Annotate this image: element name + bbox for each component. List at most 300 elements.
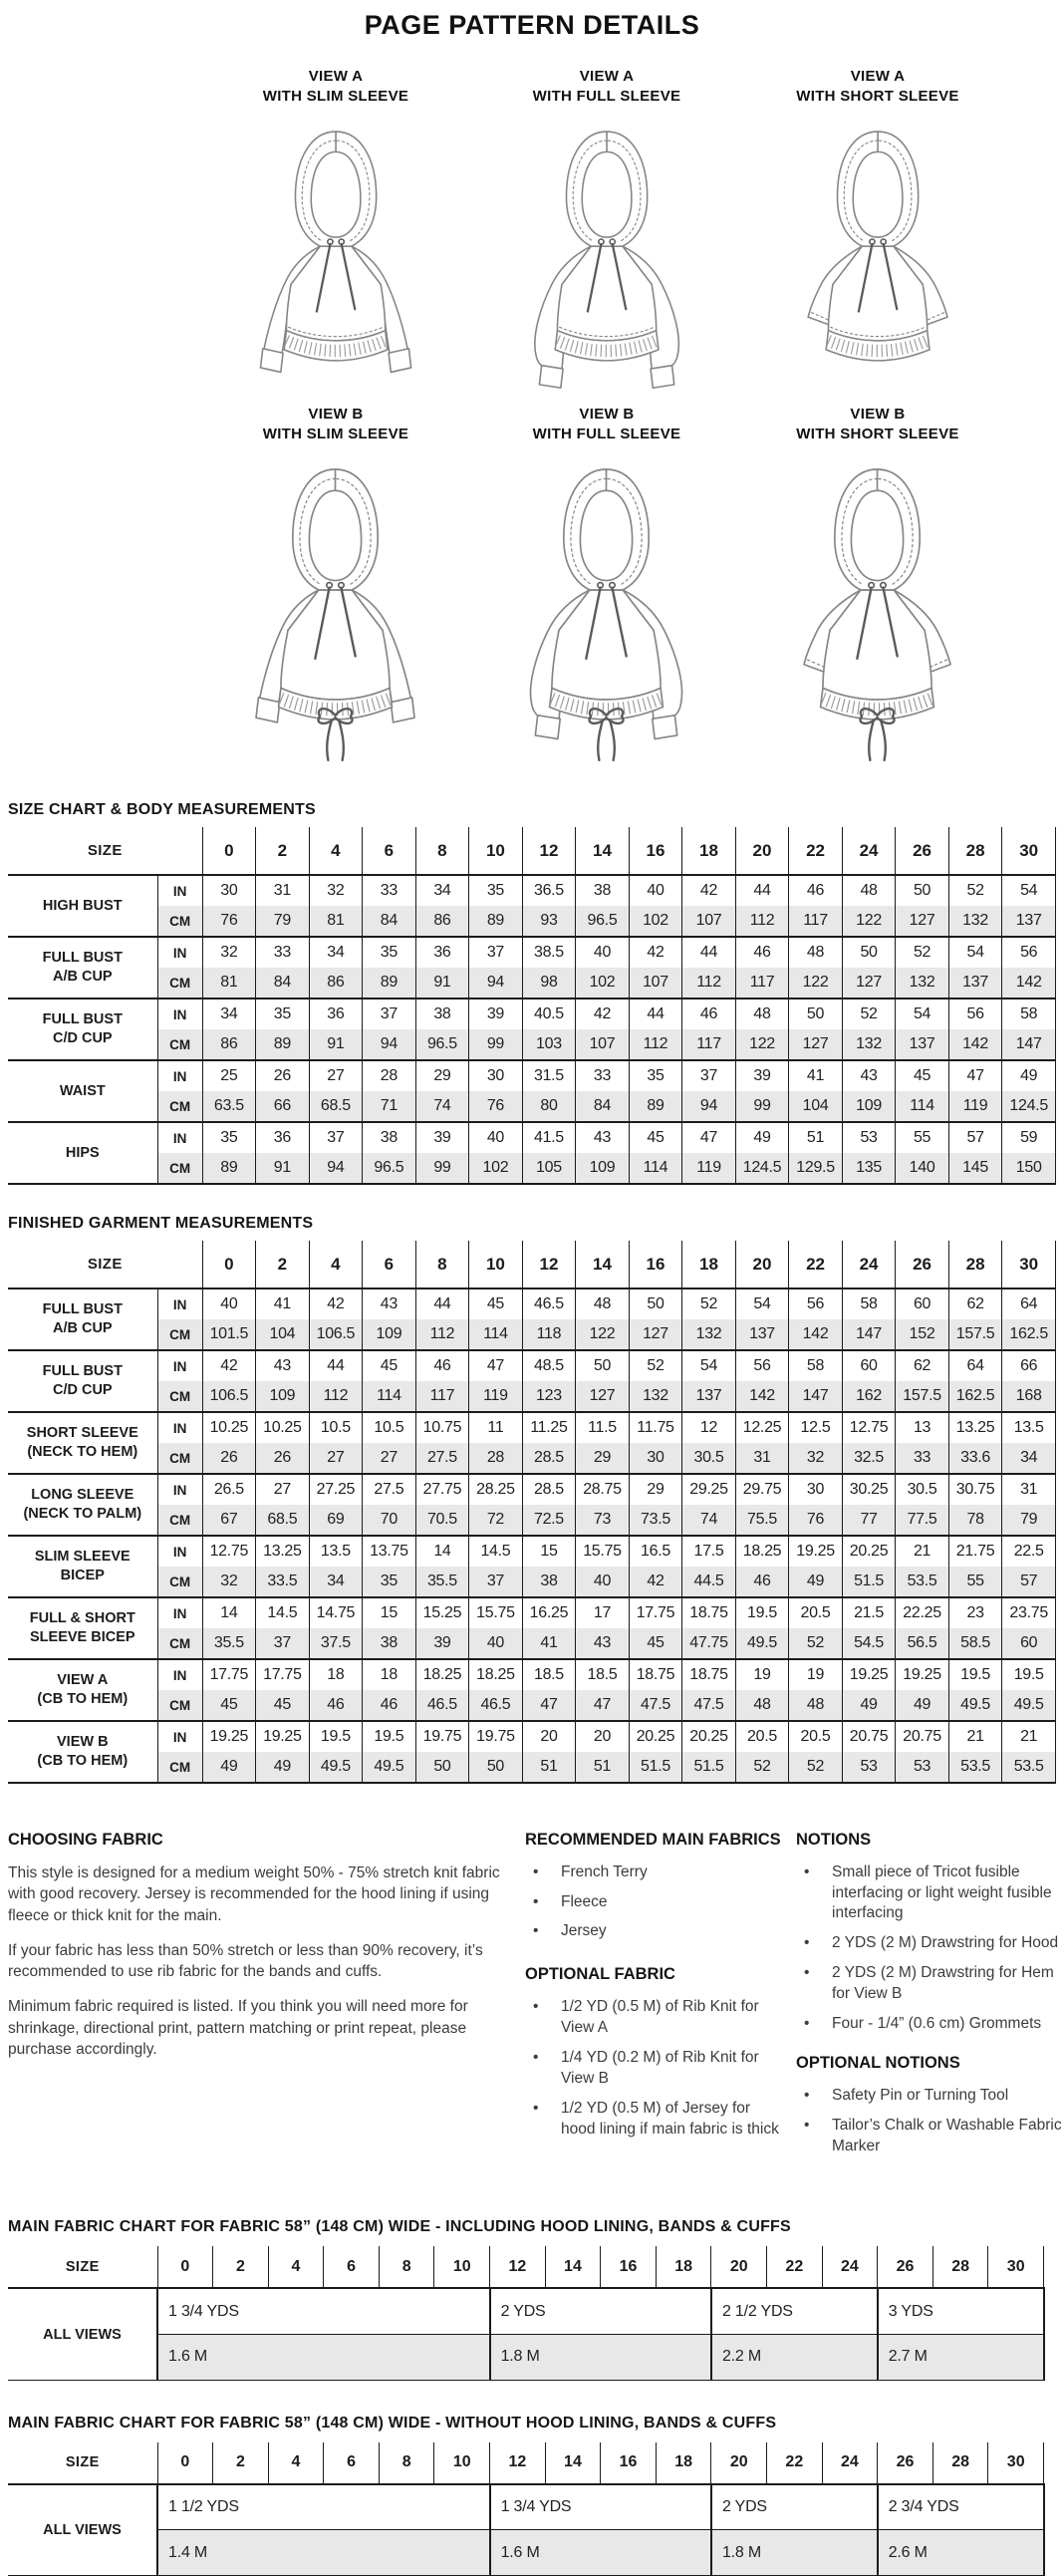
value-cell-cm: 96.5	[576, 906, 630, 937]
size-col-header: 22	[789, 1241, 843, 1288]
measurement-row-in	[8, 1412, 1056, 1443]
value-cell-in: 18.5	[522, 1659, 576, 1690]
value-cell-in: 52	[629, 1350, 682, 1381]
value-cell-cm: 119	[948, 1091, 1002, 1122]
value-cell-in: 20.5	[735, 1721, 789, 1752]
value-cell-in: 38.5	[522, 937, 576, 968]
value-cell-in: 18.25	[415, 1659, 469, 1690]
value-cell-cm: 150	[1002, 1153, 1056, 1184]
value-cell-in: 30.25	[842, 1474, 896, 1505]
all-views-label: ALL VIEWS	[8, 2484, 157, 2576]
value-cell-in: 29	[629, 1474, 682, 1505]
value-cell-in: 43	[256, 1350, 310, 1381]
value-cell-in: 60	[896, 1288, 949, 1319]
value-cell-cm: 68.5	[256, 1505, 310, 1536]
measurement-row-in	[8, 1060, 1056, 1091]
size-col-header: 14	[545, 2442, 601, 2484]
size-col-header: 0	[157, 2442, 213, 2484]
value-cell-cm: 89	[363, 968, 416, 999]
value-cell-cm: 81	[309, 906, 363, 937]
value-cell-cm: 43	[576, 1628, 630, 1659]
unit-in-label: IN	[157, 1721, 202, 1752]
value-cell-cm: 53.5	[896, 1567, 949, 1597]
value-cell-cm: 31	[735, 1443, 789, 1474]
value-cell-in: 34	[309, 937, 363, 968]
value-cell-cm: 69	[309, 1505, 363, 1536]
unit-cm-label: CM	[157, 1029, 202, 1060]
yardage-yds-cell: 1 1/2 YDS	[157, 2484, 490, 2530]
unit-in-label: IN	[157, 1412, 202, 1443]
value-cell-cm: 49	[202, 1752, 256, 1783]
size-col-header: 24	[842, 827, 896, 875]
value-cell-in: 21	[1002, 1721, 1056, 1752]
hoodie-sketch-view-a-full-sleeve	[483, 114, 730, 395]
value-cell-in: 10.5	[309, 1412, 363, 1443]
unit-cm-label: CM	[157, 1567, 202, 1597]
yardage-yds-cell: 1 3/4 YDS	[490, 2484, 711, 2530]
size-col-header: 22	[789, 827, 843, 875]
value-cell-in: 10.25	[202, 1412, 256, 1443]
value-cell-cm: 76	[789, 1505, 843, 1536]
value-cell-in: 57	[948, 1122, 1002, 1153]
value-cell-cm: 49.5	[363, 1752, 416, 1783]
yardage-yds-cell: 2 YDS	[490, 2288, 711, 2334]
size-header-label: SIZE	[8, 2246, 157, 2288]
value-cell-in: 42	[629, 937, 682, 968]
value-cell-in: 21.75	[948, 1536, 1002, 1567]
view-title: VIEW A	[579, 68, 635, 85]
value-cell-cm: 48	[789, 1690, 843, 1721]
value-cell-cm: 49	[256, 1752, 310, 1783]
value-cell-cm: 105	[522, 1153, 576, 1184]
value-cell-cm: 37	[256, 1628, 310, 1659]
fabric-chart-2-table	[8, 2442, 1045, 2576]
value-cell-cm: 33	[896, 1443, 949, 1474]
size-col-header: 30	[988, 2246, 1044, 2288]
value-cell-cm: 38	[522, 1567, 576, 1597]
value-cell-in: 36	[309, 999, 363, 1029]
unit-cm-label: CM	[157, 1153, 202, 1184]
size-col-header: 14	[545, 2246, 601, 2288]
value-cell-cm: 49	[789, 1567, 843, 1597]
value-cell-in: 31	[1002, 1474, 1056, 1505]
size-col-header: 8	[379, 2246, 434, 2288]
value-cell-in: 51	[789, 1122, 843, 1153]
value-cell-in: 41	[256, 1288, 310, 1319]
value-cell-in: 15.75	[576, 1536, 630, 1567]
value-cell-cm: 53	[842, 1752, 896, 1783]
value-cell-cm: 114	[363, 1381, 416, 1412]
size-col-header: 4	[268, 2246, 324, 2288]
value-cell-in: 18.75	[682, 1597, 736, 1628]
unit-cm-label: CM	[157, 906, 202, 937]
value-cell-in: 46	[789, 875, 843, 906]
list-item: • 2 YDS (2 M) Drawstring for Hood	[796, 1933, 1064, 1954]
value-cell-cm: 94	[682, 1091, 736, 1122]
value-cell-in: 50	[789, 999, 843, 1029]
value-cell-cm: 70	[363, 1505, 416, 1536]
value-cell-cm: 75.5	[735, 1505, 789, 1536]
measurement-row-in	[8, 1350, 1056, 1381]
value-cell-cm: 27	[363, 1443, 416, 1474]
value-cell-in: 33	[363, 875, 416, 906]
value-cell-cm: 117	[415, 1381, 469, 1412]
hoodie-sketch-view-b-short-sleeve	[747, 450, 1007, 767]
value-cell-cm: 162.5	[1002, 1319, 1056, 1350]
hoodie-sketch-view-b-full-sleeve	[476, 450, 736, 767]
value-cell-cm: 76	[469, 1091, 523, 1122]
value-cell-in: 64	[1002, 1288, 1056, 1319]
size-col-header: 12	[490, 2442, 546, 2484]
value-cell-in: 17	[576, 1597, 630, 1628]
value-cell-cm: 73	[576, 1505, 630, 1536]
view-figure-a-short	[742, 67, 1013, 395]
value-cell-cm: 123	[522, 1381, 576, 1412]
optional-fabric-heading: OPTIONAL FABRIC	[525, 1965, 675, 1984]
value-cell-in: 40.5	[522, 999, 576, 1029]
view-figure-b-short	[742, 405, 1013, 768]
yardage-m-cell: 2.6 M	[878, 2530, 1044, 2576]
measurement-row-cm	[8, 906, 1056, 937]
size-header-label: SIZE	[8, 2442, 157, 2484]
size-col-header: 2	[256, 1241, 310, 1288]
size-col-header: 20	[711, 2246, 767, 2288]
value-cell-in: 62	[948, 1288, 1002, 1319]
value-cell-in: 42	[202, 1350, 256, 1381]
value-cell-in: 11.25	[522, 1412, 576, 1443]
yardage-m-cell: 2.7 M	[878, 2334, 1044, 2380]
size-col-header: 6	[324, 2246, 380, 2288]
value-cell-in: 39	[469, 999, 523, 1029]
size-col-header: 22	[767, 2246, 823, 2288]
value-cell-in: 36.5	[522, 875, 576, 906]
value-cell-in: 33	[256, 937, 310, 968]
value-cell-cm: 91	[415, 968, 469, 999]
value-cell-in: 39	[735, 1060, 789, 1091]
list-item: • 1/2 YD (0.5 M) of Jersey for hood lining if main fabric is thick	[525, 2099, 782, 2141]
value-cell-cm: 142	[789, 1319, 843, 1350]
value-cell-in: 35	[256, 999, 310, 1029]
value-cell-cm: 35	[363, 1567, 416, 1597]
value-cell-in: 40	[469, 1122, 523, 1153]
yardage-row-yds	[8, 2484, 1044, 2530]
value-cell-cm: 66	[256, 1091, 310, 1122]
value-cell-cm: 78	[948, 1505, 1002, 1536]
value-cell-cm: 46.5	[415, 1690, 469, 1721]
size-col-header: 20	[735, 827, 789, 875]
value-cell-in: 28.75	[576, 1474, 630, 1505]
value-cell-in: 28.25	[469, 1474, 523, 1505]
view-label	[200, 405, 471, 445]
value-cell-in: 56	[735, 1350, 789, 1381]
value-cell-cm: 102	[629, 906, 682, 937]
value-cell-cm: 53.5	[1002, 1752, 1056, 1783]
value-cell-in: 48	[576, 1288, 630, 1319]
hoodie-sketch-view-a-short-sleeve	[754, 114, 1001, 395]
value-cell-in: 38	[415, 999, 469, 1029]
value-cell-cm: 30.5	[682, 1443, 736, 1474]
measurement-label: VIEW B (CB TO HEM)	[8, 1721, 157, 1783]
value-cell-cm: 99	[735, 1091, 789, 1122]
view-title: VIEW B	[850, 405, 906, 423]
value-cell-cm: 73.5	[629, 1505, 682, 1536]
value-cell-in: 34	[202, 999, 256, 1029]
value-cell-in: 12.75	[842, 1412, 896, 1443]
value-cell-cm: 51	[576, 1752, 630, 1783]
value-cell-cm: 38	[363, 1628, 416, 1659]
unit-in-label: IN	[157, 1060, 202, 1091]
value-cell-cm: 142	[1002, 968, 1056, 999]
value-cell-cm: 26	[256, 1443, 310, 1474]
value-cell-cm: 49.5	[309, 1752, 363, 1783]
value-cell-cm: 79	[256, 906, 310, 937]
view-label	[742, 67, 1013, 108]
size-col-header: 16	[629, 1241, 682, 1288]
value-cell-cm: 93	[522, 906, 576, 937]
value-cell-in: 32	[202, 937, 256, 968]
measurement-row-in	[8, 1288, 1056, 1319]
value-cell-cm: 70.5	[415, 1505, 469, 1536]
value-cell-cm: 117	[682, 1029, 736, 1060]
value-cell-in: 58	[1002, 999, 1056, 1029]
value-cell-cm: 45	[256, 1690, 310, 1721]
value-cell-in: 19.75	[415, 1721, 469, 1752]
value-cell-cm: 109	[256, 1381, 310, 1412]
measurement-label: FULL & SHORT SLEEVE BICEP	[8, 1597, 157, 1659]
unit-in-label: IN	[157, 1350, 202, 1381]
view-figure-b-full	[471, 405, 742, 768]
notions-column	[796, 1830, 1064, 2174]
measurement-row-cm	[8, 1443, 1056, 1474]
value-cell-cm: 51	[522, 1752, 576, 1783]
value-cell-in: 38	[363, 1122, 416, 1153]
value-cell-in: 43	[842, 1060, 896, 1091]
yardage-yds-cell: 2 3/4 YDS	[878, 2484, 1044, 2530]
value-cell-in: 52	[948, 875, 1002, 906]
value-cell-cm: 77	[842, 1505, 896, 1536]
value-cell-cm: 112	[309, 1381, 363, 1412]
value-cell-cm: 137	[948, 968, 1002, 999]
value-cell-cm: 86	[415, 906, 469, 937]
value-cell-cm: 112	[682, 968, 736, 999]
value-cell-in: 46.5	[522, 1288, 576, 1319]
yardage-row-m	[8, 2530, 1044, 2576]
value-cell-cm: 46.5	[469, 1690, 523, 1721]
size-header-row	[8, 827, 1056, 875]
value-cell-in: 23	[948, 1597, 1002, 1628]
value-cell-cm: 55	[948, 1567, 1002, 1597]
value-cell-in: 46	[415, 1350, 469, 1381]
size-col-header: 24	[842, 1241, 896, 1288]
value-cell-cm: 140	[896, 1153, 949, 1184]
value-cell-cm: 51.5	[842, 1567, 896, 1597]
value-cell-in: 30.75	[948, 1474, 1002, 1505]
unit-in-label: IN	[157, 875, 202, 906]
paragraph: If your fabric has less than 50% stretch or less than 90% recovery, it’s recommended to use rib fabric for the bands and cuffs.	[8, 1941, 483, 1981]
value-cell-in: 37	[363, 999, 416, 1029]
value-cell-cm: 53.5	[948, 1752, 1002, 1783]
value-cell-cm: 107	[576, 1029, 630, 1060]
value-cell-in: 19.25	[896, 1659, 949, 1690]
paragraph: This style is designed for a medium weight 50% - 75% stretch knit fabric with good recovery. Jersey is recommended for the hood lining if using fleece or thick knit for the main.	[8, 1863, 500, 1924]
finished-chart-heading: FINISHED GARMENT MEASUREMENTS	[8, 1215, 314, 1232]
value-cell-in: 49	[1002, 1060, 1056, 1091]
value-cell-cm: 84	[576, 1091, 630, 1122]
choosing-fabric-text	[8, 1862, 511, 2062]
value-cell-cm: 94	[309, 1153, 363, 1184]
value-cell-in: 36	[415, 937, 469, 968]
value-cell-in: 22.25	[896, 1597, 949, 1628]
yardage-yds-cell: 1 3/4 YDS	[157, 2288, 490, 2334]
value-cell-in: 10.5	[363, 1412, 416, 1443]
value-cell-cm: 106.5	[202, 1381, 256, 1412]
size-col-header: 18	[656, 2442, 711, 2484]
value-cell-in: 20.5	[789, 1721, 843, 1752]
value-cell-in: 54	[682, 1350, 736, 1381]
value-cell-in: 18.25	[735, 1536, 789, 1567]
value-cell-in: 41	[789, 1060, 843, 1091]
size-col-header: 26	[896, 827, 949, 875]
value-cell-cm: 112	[735, 906, 789, 937]
value-cell-in: 12.75	[202, 1536, 256, 1567]
size-col-header: 18	[656, 2246, 711, 2288]
size-col-header: 8	[379, 2442, 434, 2484]
value-cell-in: 20.5	[789, 1597, 843, 1628]
list-item: • Four - 1/4” (0.6 cm) Grommets	[796, 2014, 1064, 2035]
value-cell-in: 13	[896, 1412, 949, 1443]
value-cell-cm: 26	[202, 1443, 256, 1474]
value-cell-cm: 34	[309, 1567, 363, 1597]
value-cell-in: 17.75	[256, 1659, 310, 1690]
value-cell-cm: 114	[896, 1091, 949, 1122]
value-cell-cm: 137	[896, 1029, 949, 1060]
value-cell-in: 50	[896, 875, 949, 906]
value-cell-in: 54	[948, 937, 1002, 968]
yardage-row-m	[8, 2334, 1044, 2380]
value-cell-in: 42	[309, 1288, 363, 1319]
value-cell-cm: 119	[469, 1381, 523, 1412]
size-col-header: 26	[878, 2246, 933, 2288]
size-col-header: 16	[601, 2442, 657, 2484]
value-cell-cm: 103	[522, 1029, 576, 1060]
value-cell-in: 13.5	[1002, 1412, 1056, 1443]
value-cell-in: 12	[682, 1412, 736, 1443]
value-cell-cm: 91	[309, 1029, 363, 1060]
fabric-chart-1-heading: MAIN FABRIC CHART FOR FABRIC 58” (148 CM) WIDE - INCLUDING HOOD LINING, BANDS & CUFFS	[8, 2218, 791, 2236]
value-cell-cm: 51.5	[629, 1752, 682, 1783]
value-cell-cm: 127	[576, 1381, 630, 1412]
size-header-row	[8, 2246, 1044, 2288]
value-cell-cm: 109	[576, 1153, 630, 1184]
value-cell-in: 12.5	[789, 1412, 843, 1443]
value-cell-cm: 72	[469, 1505, 523, 1536]
fabric-info-section	[8, 1830, 1062, 2174]
value-cell-in: 29.75	[735, 1474, 789, 1505]
size-col-header: 16	[601, 2246, 657, 2288]
view-figure-a-full	[471, 67, 742, 395]
size-col-header: 22	[767, 2442, 823, 2484]
value-cell-cm: 32.5	[842, 1443, 896, 1474]
value-cell-cm: 91	[256, 1153, 310, 1184]
views-row-b	[0, 405, 1064, 768]
value-cell-cm: 157.5	[896, 1381, 949, 1412]
value-cell-in: 44	[415, 1288, 469, 1319]
size-col-header: 10	[434, 2442, 490, 2484]
value-cell-cm: 147	[842, 1319, 896, 1350]
value-cell-cm: 124.5	[1002, 1091, 1056, 1122]
view-title: VIEW B	[579, 405, 635, 423]
value-cell-in: 10.25	[256, 1412, 310, 1443]
value-cell-cm: 54.5	[842, 1628, 896, 1659]
unit-in-label: IN	[157, 1659, 202, 1690]
fabrics-column	[525, 1830, 782, 2174]
value-cell-in: 27.5	[363, 1474, 416, 1505]
value-cell-in: 36	[256, 1122, 310, 1153]
list-item: • Tailor’s Chalk or Washable Fabric Marker	[796, 2116, 1064, 2157]
size-col-header: 28	[932, 2246, 988, 2288]
list-item: • Safety Pin or Turning Tool	[796, 2086, 1064, 2107]
value-cell-cm: 45	[202, 1690, 256, 1721]
value-cell-in: 59	[1002, 1122, 1056, 1153]
size-col-header: 0	[157, 2246, 213, 2288]
value-cell-cm: 89	[629, 1091, 682, 1122]
unit-cm-label: CM	[157, 1381, 202, 1412]
measurement-row-cm	[8, 1319, 1056, 1350]
measurement-label: FULL BUST C/D CUP	[8, 1350, 157, 1412]
value-cell-in: 32	[309, 875, 363, 906]
value-cell-cm: 137	[735, 1319, 789, 1350]
measurement-row-in	[8, 1597, 1056, 1628]
value-cell-in: 11.5	[576, 1412, 630, 1443]
size-col-header: 28	[948, 1241, 1002, 1288]
value-cell-in: 48	[842, 875, 896, 906]
value-cell-in: 43	[363, 1288, 416, 1319]
view-subtitle: WITH FULL SLEEVE	[532, 88, 681, 106]
value-cell-cm: 109	[363, 1319, 416, 1350]
size-col-header: 30	[988, 2442, 1044, 2484]
value-cell-in: 16.25	[522, 1597, 576, 1628]
measurement-label: HIPS	[8, 1122, 157, 1184]
value-cell-in: 13.25	[948, 1412, 1002, 1443]
value-cell-cm: 94	[469, 968, 523, 999]
value-cell-in: 35	[469, 875, 523, 906]
view-title: VIEW A	[850, 68, 906, 85]
finished-garment-table	[8, 1241, 1056, 1784]
fabric-chart-1-table	[8, 2246, 1045, 2381]
value-cell-in: 13.75	[363, 1536, 416, 1567]
value-cell-in: 20	[522, 1721, 576, 1752]
value-cell-cm: 63.5	[202, 1091, 256, 1122]
value-cell-in: 21	[948, 1721, 1002, 1752]
value-cell-in: 20.75	[896, 1721, 949, 1752]
value-cell-cm: 129.5	[789, 1153, 843, 1184]
measurement-row-cm	[8, 1752, 1056, 1783]
value-cell-in: 20	[576, 1721, 630, 1752]
value-cell-in: 18.75	[682, 1659, 736, 1690]
value-cell-in: 27.75	[415, 1474, 469, 1505]
view-label	[200, 67, 471, 108]
unit-in-label: IN	[157, 999, 202, 1029]
value-cell-in: 19.75	[469, 1721, 523, 1752]
value-cell-in: 56	[948, 999, 1002, 1029]
size-col-header: 14	[576, 1241, 630, 1288]
value-cell-in: 37	[682, 1060, 736, 1091]
size-col-header: 10	[469, 827, 523, 875]
size-col-header: 4	[309, 827, 363, 875]
value-cell-in: 62	[896, 1350, 949, 1381]
value-cell-in: 17.5	[682, 1536, 736, 1567]
value-cell-cm: 118	[522, 1319, 576, 1350]
